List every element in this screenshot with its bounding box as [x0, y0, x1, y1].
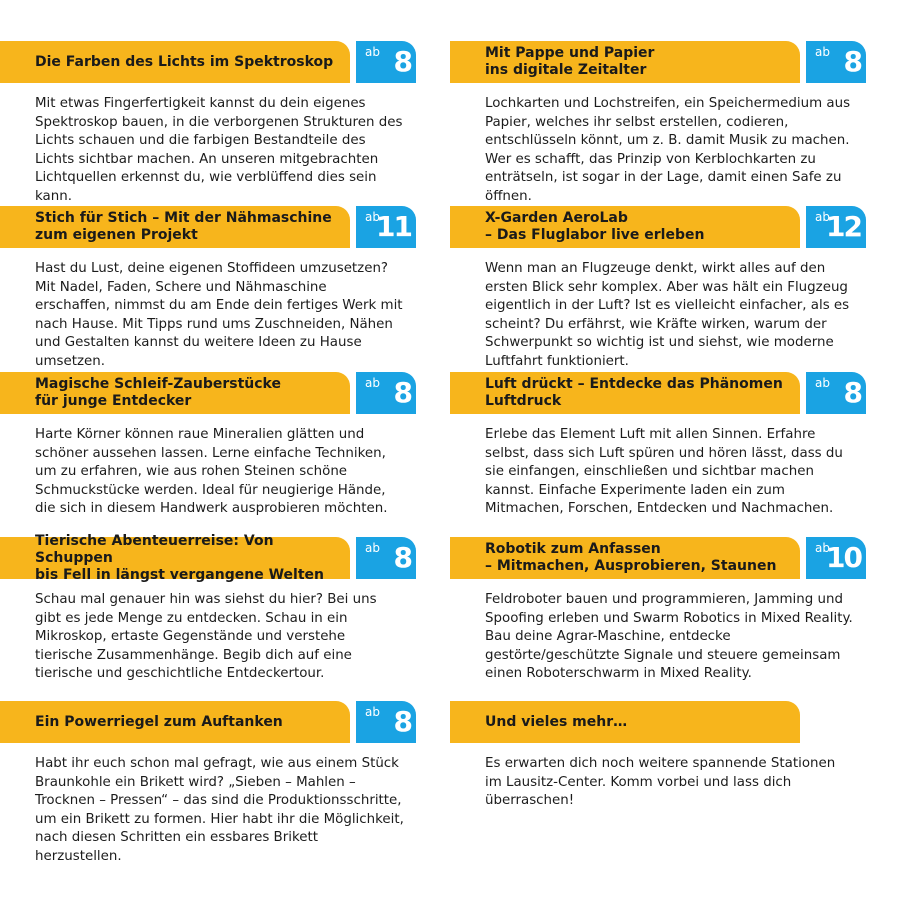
card-description: Habt ihr euch schon mal gefragt, wie aus einem Stück Braunkohle ein Brikett wird? „Sieben – Mahlen – Trocknen – Pressen“ – das sind die Produktionsschritte, um ein Brikett zu formen. Hier habt ihr die Möglichkeit, nach diesen Schritten ein essbares Brikett herzustellen.: [35, 756, 404, 864]
age-prefix: ab: [365, 376, 380, 390]
card-title: Die Farben des Lichts im Spektroskop: [35, 53, 334, 70]
age-badge: [806, 537, 866, 579]
age-badge: [806, 41, 866, 83]
card-title: Tierische Abenteuerreise: Von Schuppen bis Fell in längst vergangene Welten: [35, 532, 324, 583]
card-title-bar: [450, 372, 800, 414]
age-number: 8: [393, 541, 411, 574]
age-badge: [806, 372, 866, 414]
card-title-bar: [450, 41, 800, 83]
card-title: Mit Pappe und Papier ins digitale Zeitalter: [485, 45, 655, 78]
card-description: Hast du Lust, deine eigenen Stoffideen umzusetzen? Mit Nadel, Faden, Schere und Nähmaschine erschaffen, nimmst du am Ende dein fertiges Werk mit nach Hause. Mit Tipps rund ums Zuschneiden, Nähen und Gestalten kannst du weitere Ideen zu Hause umsetzen.: [35, 261, 403, 369]
card-title-bar: [450, 206, 800, 248]
card-description: Erlebe das Element Luft mit allen Sinnen. Erfahre selbst, dass sich Luft spüren und hören lässt, dass du sie einfangen, einschließen und sichtbar machen kannst. Einfache Experimente laden ein zum Mitmachen, Forschen, Entdecken und Nachmachen.: [485, 427, 843, 517]
age-number: 12: [826, 210, 861, 243]
age-number: 8: [393, 376, 411, 409]
age-badge: [356, 372, 416, 414]
card-title: Ein Powerriegel zum Auftanken: [35, 713, 283, 730]
age-prefix: ab: [365, 541, 380, 555]
age-number: 8: [843, 376, 861, 409]
card-title-bar: [450, 537, 800, 579]
card-description: Schau mal genauer hin was siehst du hier? Bei uns gibt es jede Menge zu entdecken. Schau in ein Mikroskop, ertaste Gegenstände und verstehe tierische Zusammenhänge. Begib dich auf eine tierische und geschichtliche Entdeckertour.: [35, 592, 377, 682]
age-prefix: ab: [815, 210, 830, 224]
card-title: Stich für Stich – Mit der Nähmaschine zum eigenen Projekt: [35, 210, 332, 243]
age-number: 10: [826, 541, 861, 574]
card-title: Magische Schleif-Zauberstücke für junge Entdecker: [35, 376, 281, 409]
age-number: 8: [393, 705, 411, 738]
age-badge: [356, 41, 416, 83]
age-prefix: ab: [365, 45, 380, 59]
age-prefix: ab: [815, 376, 830, 390]
age-prefix: ab: [365, 210, 380, 224]
age-number: 8: [843, 45, 861, 78]
card-title-bar: [0, 701, 350, 743]
card-title-bar: [0, 532, 350, 583]
card-title: Und vieles mehr…: [485, 713, 628, 730]
age-prefix: ab: [365, 705, 380, 719]
age-number: 8: [393, 45, 411, 78]
card-title-bar: [450, 701, 800, 743]
age-prefix: ab: [815, 45, 830, 59]
age-prefix: ab: [815, 541, 830, 555]
card-title: Robotik zum Anfassen – Mitmachen, Ausprobieren, Staunen: [485, 541, 777, 574]
card-title-bar: [0, 41, 350, 83]
card-title: Luft drückt – Entdecke das Phänomen Luftdruck: [485, 376, 783, 409]
card-description: Harte Körner können raue Mineralien glätten und schöner aussehen lassen. Lerne einfache Techniken, um zu erfahren, wie aus rohen Steinen schöne Schmuckstücke werden. Ideal für neugierige Hände, die sich in diesem Handwerk ausprobieren möchten.: [35, 427, 388, 517]
card-description: Feldroboter bauen und programmieren, Jamming und Spoofing erleben und Swarm Robotics in Mixed Reality. Bau deine Agrar-Maschine, entdecke gestörte/geschützte Signale und steuere gemeinsam einen Roboterschwarm in Mixed Reality.: [485, 592, 853, 682]
age-badge: [356, 206, 416, 248]
age-badge: [356, 701, 416, 743]
age-badge: [806, 206, 866, 248]
card-title: X-Garden AeroLab – Das Fluglabor live erleben: [485, 210, 705, 243]
card-description: Es erwarten dich noch weitere spannende Stationen im Lausitz-Center. Komm vorbei und lass dich überraschen!: [485, 756, 836, 809]
card-title-bar: [0, 206, 350, 248]
age-number: 11: [376, 210, 411, 243]
card-description: Mit etwas Fingerfertigkeit kannst du dein eigenes Spektroskop bauen, in die verborgenen Strukturen des Lichts schauen und die farbigen Bestandteile des Lichts sichtbar machen. An unseren mitgebrachten Lichtquellen erkennst du, wie verblüffend dies sein kann.: [35, 96, 403, 204]
card-description: Wenn man an Flugzeuge denkt, wirkt alles auf den ersten Blick sehr komplex. Aber was hält ein Flugzeug eigentlich in der Luft? Ist es vielleicht einfacher, als es scheint? Du erfährst, wie Kräfte wirken, warum der Schwerpunkt so wichtig ist und siehst, wie moderne Luftfahrt funktioniert.: [485, 261, 850, 369]
age-badge: [356, 537, 416, 579]
card-title-bar: [0, 372, 350, 414]
card-description: Lochkarten und Lochstreifen, ein Speichermedium aus Papier, welches ihr selbst erstellen, codieren, entschlüsseln könnt, um z. B. damit Musik zu machen. Wer es schafft, das Prinzip von Kerblochkarten zu enträtseln, ist sogar in der Lage, damit einen Safe zu öffnen.: [485, 96, 851, 204]
